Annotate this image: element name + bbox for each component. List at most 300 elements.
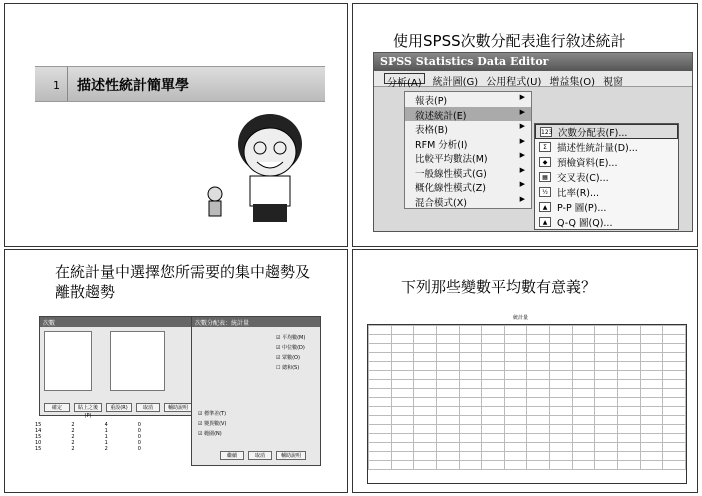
help-button[interactable]: 輔助說明	[276, 451, 306, 460]
table-cell	[391, 452, 414, 461]
table-cell	[436, 344, 459, 353]
submenu-item[interactable]: Σ 描述性統計量(D)...	[535, 139, 678, 154]
table-cell	[595, 362, 618, 371]
table-cell	[572, 434, 595, 443]
table-cell	[640, 434, 663, 443]
table-cell	[414, 362, 437, 371]
table-cell	[436, 461, 459, 470]
table-cell	[527, 389, 550, 398]
ok-button[interactable]: 確定	[44, 403, 70, 412]
table-cell	[504, 398, 527, 407]
table-cell	[663, 389, 686, 398]
table-cell	[436, 416, 459, 425]
table-cell	[640, 425, 663, 434]
table-cell	[640, 452, 663, 461]
cancel-button[interactable]: 取消	[248, 451, 272, 460]
table-cell	[369, 407, 392, 416]
table-cell	[391, 353, 414, 362]
table-cell	[527, 425, 550, 434]
table-row	[369, 398, 686, 407]
table-cell	[436, 326, 459, 335]
table-cell	[527, 344, 550, 353]
table-cell	[414, 398, 437, 407]
submenu-item[interactable]: ½ 比率(R)...	[535, 184, 678, 199]
slide-heading: 使用SPSS次數分配表進行敘述統計	[393, 32, 626, 50]
table-cell	[527, 380, 550, 389]
table-cell	[414, 344, 437, 353]
ratio-icon: ½	[539, 187, 551, 197]
table-cell	[414, 380, 437, 389]
table-cell	[550, 398, 573, 407]
table-cell	[618, 425, 641, 434]
menu-analyze[interactable]: 分析(A)	[384, 73, 425, 84]
table-cell	[482, 452, 505, 461]
table-cell	[482, 389, 505, 398]
table-cell	[595, 407, 618, 416]
table-cell	[550, 353, 573, 362]
table-cell	[550, 434, 573, 443]
selected-variable-list[interactable]	[110, 331, 165, 391]
table-cell	[550, 443, 573, 452]
table-cell	[527, 398, 550, 407]
table-cell	[550, 326, 573, 335]
table-cell	[618, 443, 641, 452]
table-cell	[663, 362, 686, 371]
table-cell	[459, 425, 482, 434]
table-cell	[640, 344, 663, 353]
title-band	[35, 66, 325, 102]
table-cell	[663, 416, 686, 425]
statistics-table	[367, 324, 687, 484]
table-cell	[572, 398, 595, 407]
table-row	[369, 371, 686, 380]
table-cell	[459, 389, 482, 398]
table-cell	[527, 326, 550, 335]
table-cell	[482, 434, 505, 443]
table-cell	[572, 335, 595, 344]
table-cell	[595, 389, 618, 398]
table-cell	[459, 416, 482, 425]
submenu-item[interactable]: ◆ 預檢資料(E)...	[535, 154, 678, 169]
table-cell	[482, 326, 505, 335]
table-cell	[482, 380, 505, 389]
table-cell	[640, 362, 663, 371]
menu-item-descriptive[interactable]: 敘述統計(E) ▶	[405, 107, 531, 122]
table-cell	[414, 434, 437, 443]
table-cell	[414, 443, 437, 452]
table-cell	[550, 389, 573, 398]
table-cell	[572, 443, 595, 452]
submenu-item[interactable]: ▲ P-P 圖(P)...	[535, 199, 678, 214]
explore-icon: ◆	[539, 157, 551, 167]
submenu-frequencies[interactable]: 123 次數分配表(F)...	[535, 124, 678, 139]
table-cell	[414, 389, 437, 398]
central-tendency-group: ☑ 平均數(M) ☑ 中位數(D) ☑ 眾數(O) ☐ 總和(S)	[276, 335, 306, 371]
table-cell	[618, 353, 641, 362]
help-button[interactable]: 輔助說明	[164, 403, 192, 412]
table-cell	[663, 371, 686, 380]
table-cell	[550, 335, 573, 344]
table-row	[369, 425, 686, 434]
frequencies-dialog	[39, 316, 194, 419]
table-cell	[550, 371, 573, 380]
table-cell	[618, 461, 641, 470]
slide-3	[4, 249, 348, 493]
table-cell	[527, 371, 550, 380]
table-cell	[527, 434, 550, 443]
table-cell	[369, 434, 392, 443]
table-cell	[391, 344, 414, 353]
table-cell	[618, 335, 641, 344]
table-cell	[663, 380, 686, 389]
menu-utilities[interactable]: 公用程式(U)	[486, 77, 542, 88]
table-cell	[391, 443, 414, 452]
table-cell	[618, 416, 641, 425]
table-row	[369, 362, 686, 371]
table-cell	[482, 362, 505, 371]
table-cell	[618, 371, 641, 380]
table-cell	[436, 434, 459, 443]
table-cell	[663, 425, 686, 434]
table-cell	[391, 380, 414, 389]
table-row	[369, 452, 686, 461]
slide-2	[352, 3, 698, 247]
table-cell	[414, 353, 437, 362]
section-number: 1	[53, 79, 60, 92]
table-cell	[504, 371, 527, 380]
table-cell	[640, 335, 663, 344]
table-row	[369, 344, 686, 353]
table-cell	[618, 344, 641, 353]
table-cell	[414, 335, 437, 344]
table-cell	[504, 335, 527, 344]
table-cell	[482, 353, 505, 362]
table-cell	[550, 425, 573, 434]
table-cell	[618, 434, 641, 443]
table-cell	[640, 326, 663, 335]
table-cell	[572, 425, 595, 434]
table-cell	[527, 407, 550, 416]
table-cell	[504, 326, 527, 335]
table-cell	[618, 326, 641, 335]
analyze-menu	[404, 91, 532, 209]
menu-item[interactable]: 報表(P) ▶	[415, 93, 525, 107]
table-cell	[414, 425, 437, 434]
descriptives-icon: Σ	[539, 142, 551, 152]
table-cell	[663, 434, 686, 443]
table-row: 10 2 1 0	[35, 440, 141, 446]
table-cell	[436, 398, 459, 407]
table-cell	[572, 371, 595, 380]
table-cell	[640, 443, 663, 452]
table-cell	[663, 452, 686, 461]
table-cell	[369, 380, 392, 389]
table-cell	[369, 443, 392, 452]
table-cell	[550, 416, 573, 425]
table-cell	[391, 461, 414, 470]
table-cell	[595, 326, 618, 335]
table-cell	[436, 371, 459, 380]
menu-addons[interactable]: 增益集(O)	[549, 77, 596, 88]
table-cell	[527, 452, 550, 461]
table-cell	[572, 416, 595, 425]
table-cell	[369, 461, 392, 470]
data-grid	[35, 422, 185, 492]
menu-item[interactable]: 概化線性模式(Z) ▶	[415, 180, 525, 194]
table-cell	[550, 362, 573, 371]
table-cell	[640, 407, 663, 416]
cartoon-illustration	[195, 104, 325, 224]
table-cell	[482, 335, 505, 344]
table-row: 15 2 1 0	[35, 434, 141, 440]
table-cell	[436, 425, 459, 434]
table-cell	[640, 389, 663, 398]
table-cell	[436, 452, 459, 461]
table-cell	[618, 389, 641, 398]
table-cell	[572, 407, 595, 416]
table-cell	[663, 335, 686, 344]
table-cell	[459, 371, 482, 380]
continue-button[interactable]: 繼續	[220, 451, 244, 460]
table-cell	[482, 398, 505, 407]
table-cell	[527, 335, 550, 344]
table-cell	[572, 353, 595, 362]
table-cell	[391, 425, 414, 434]
table-cell	[550, 380, 573, 389]
table-cell	[482, 416, 505, 425]
table-cell	[391, 335, 414, 344]
slide-heading: 在統計量中選擇您所需要的集中趨勢及離散趨勢	[55, 263, 311, 301]
table-row	[369, 326, 686, 335]
submenu-item[interactable]: ▦ 交叉表(C)...	[535, 169, 678, 184]
table-cell	[618, 380, 641, 389]
table-cell	[414, 407, 437, 416]
table-cell	[550, 344, 573, 353]
table-row	[369, 461, 686, 470]
table-cell	[482, 425, 505, 434]
table-cell	[391, 362, 414, 371]
qq-plot-icon: ▲	[539, 217, 551, 227]
table-cell	[640, 416, 663, 425]
table-cell	[572, 326, 595, 335]
table-cell	[482, 371, 505, 380]
table-cell	[527, 353, 550, 362]
table-cell	[663, 344, 686, 353]
table-cell	[595, 443, 618, 452]
table-cell	[572, 344, 595, 353]
slide-4	[352, 249, 698, 493]
table-cell	[459, 443, 482, 452]
menu-item[interactable]: 比較平均數法(M) ▶	[415, 151, 525, 165]
table-cell	[391, 371, 414, 380]
table-cell	[414, 452, 437, 461]
table-cell	[504, 407, 527, 416]
table-cell	[369, 416, 392, 425]
table-cell	[369, 326, 392, 335]
table-cell	[482, 407, 505, 416]
table-cell	[663, 461, 686, 470]
table-cell	[595, 380, 618, 389]
table-cell	[482, 344, 505, 353]
table-cell	[436, 362, 459, 371]
slide-heading: 下列那些變數平均數有意義？	[401, 278, 597, 296]
reset-button[interactable]: 重設(R)	[106, 403, 132, 412]
table-cell	[436, 353, 459, 362]
table-cell	[640, 380, 663, 389]
table-cell	[436, 380, 459, 389]
table-cell	[527, 416, 550, 425]
table-cell	[527, 362, 550, 371]
statistics-dialog	[191, 316, 321, 466]
table-cell	[369, 353, 392, 362]
table-cell	[504, 380, 527, 389]
table-cell	[459, 380, 482, 389]
table-cell	[459, 461, 482, 470]
table-cell	[640, 371, 663, 380]
paste-button[interactable]: 貼上之後(P)	[74, 403, 102, 412]
table-cell	[663, 353, 686, 362]
table-row: 15 2 4 0	[35, 422, 141, 428]
table-cell	[459, 407, 482, 416]
table-row	[369, 353, 686, 362]
table-row: 15 2 2 0	[35, 446, 141, 452]
table-cell	[436, 389, 459, 398]
table-cell	[595, 425, 618, 434]
table-cell	[369, 425, 392, 434]
table-cell	[504, 353, 527, 362]
table-cell	[369, 398, 392, 407]
table-cell	[550, 452, 573, 461]
table-cell	[459, 353, 482, 362]
table-cell	[595, 434, 618, 443]
table-cell	[595, 344, 618, 353]
table-cell	[391, 416, 414, 425]
table-cell	[572, 362, 595, 371]
menu-window[interactable]: 視窗	[603, 77, 624, 88]
table-row	[369, 443, 686, 452]
table-cell	[459, 434, 482, 443]
table-cell	[504, 443, 527, 452]
table-cell	[436, 443, 459, 452]
menubar	[374, 71, 692, 87]
cancel-button[interactable]: 取消	[136, 403, 160, 412]
table-cell	[595, 461, 618, 470]
table-cell	[550, 461, 573, 470]
table-cell	[391, 398, 414, 407]
table-cell	[391, 326, 414, 335]
table-cell	[369, 335, 392, 344]
table-cell	[391, 434, 414, 443]
table-cell	[369, 371, 392, 380]
table-cell	[414, 326, 437, 335]
crosstabs-icon: ▦	[539, 172, 551, 182]
table-cell	[414, 371, 437, 380]
table-cell	[572, 452, 595, 461]
table-cell	[459, 452, 482, 461]
variable-list[interactable]	[44, 331, 92, 391]
table-cell	[527, 443, 550, 452]
table-cell	[414, 416, 437, 425]
frequencies-icon: 123	[541, 128, 553, 136]
table-cell	[391, 407, 414, 416]
table-cell	[459, 362, 482, 371]
table-cell	[550, 407, 573, 416]
menu-item[interactable]: RFM 分析(I) ▶	[415, 136, 525, 151]
table-cell	[663, 398, 686, 407]
table-cell	[414, 461, 437, 470]
table-cell	[663, 407, 686, 416]
table-row	[369, 434, 686, 443]
table-row	[369, 416, 686, 425]
table-cell	[504, 344, 527, 353]
table-cell	[595, 371, 618, 380]
table-cell	[595, 398, 618, 407]
table-cell	[663, 326, 686, 335]
table-cell	[504, 461, 527, 470]
table-cell	[482, 443, 505, 452]
pp-plot-icon: ▲	[539, 202, 551, 212]
table-cell	[369, 344, 392, 353]
table-cell	[482, 461, 505, 470]
table-cell	[436, 335, 459, 344]
table-cell	[459, 398, 482, 407]
table-cell	[504, 362, 527, 371]
table-cell	[618, 407, 641, 416]
table-cell	[618, 362, 641, 371]
table-cell	[527, 461, 550, 470]
table-cell	[595, 452, 618, 461]
table-cell	[640, 461, 663, 470]
table-cell	[436, 407, 459, 416]
table-cell	[459, 326, 482, 335]
table-cell	[369, 389, 392, 398]
dialog-title: 次數分配表：統計量	[192, 317, 320, 327]
table-cell	[369, 452, 392, 461]
menu-graphs[interactable]: 統計圖(G)	[432, 77, 479, 88]
table-cell	[572, 380, 595, 389]
table-row	[369, 389, 686, 398]
window-title: SPSS Statistics Data Editor	[374, 53, 692, 71]
slide-1	[4, 3, 348, 247]
dialog-title: 次數	[40, 317, 193, 327]
table-cell	[595, 353, 618, 362]
menu-item[interactable]: 表格(B) ▶	[415, 122, 525, 136]
table-cell	[618, 452, 641, 461]
table-cell	[640, 353, 663, 362]
table-cell	[504, 434, 527, 443]
table-cell	[640, 398, 663, 407]
table-cell	[572, 461, 595, 470]
menu-item[interactable]: 一般線性模式(G) ▶	[415, 165, 525, 180]
table-cell	[595, 335, 618, 344]
descriptive-submenu	[534, 123, 679, 230]
table-cell	[369, 362, 392, 371]
table-cell	[459, 344, 482, 353]
table-row	[369, 380, 686, 389]
table-cell	[618, 398, 641, 407]
table-cell	[391, 389, 414, 398]
table-cell	[572, 389, 595, 398]
submenu-item[interactable]: ▲ Q-Q 圖(Q)...	[535, 214, 678, 229]
table-cell	[663, 443, 686, 452]
table-cell	[595, 416, 618, 425]
table-row	[369, 335, 686, 344]
table-row: 14 2 1 0	[35, 428, 141, 434]
menu-item[interactable]: 混合模式(X) ▶	[415, 194, 525, 209]
table-title: 統計量	[513, 315, 529, 321]
table-cell	[504, 425, 527, 434]
slide-title: 描述性統計簡單學	[77, 78, 189, 94]
